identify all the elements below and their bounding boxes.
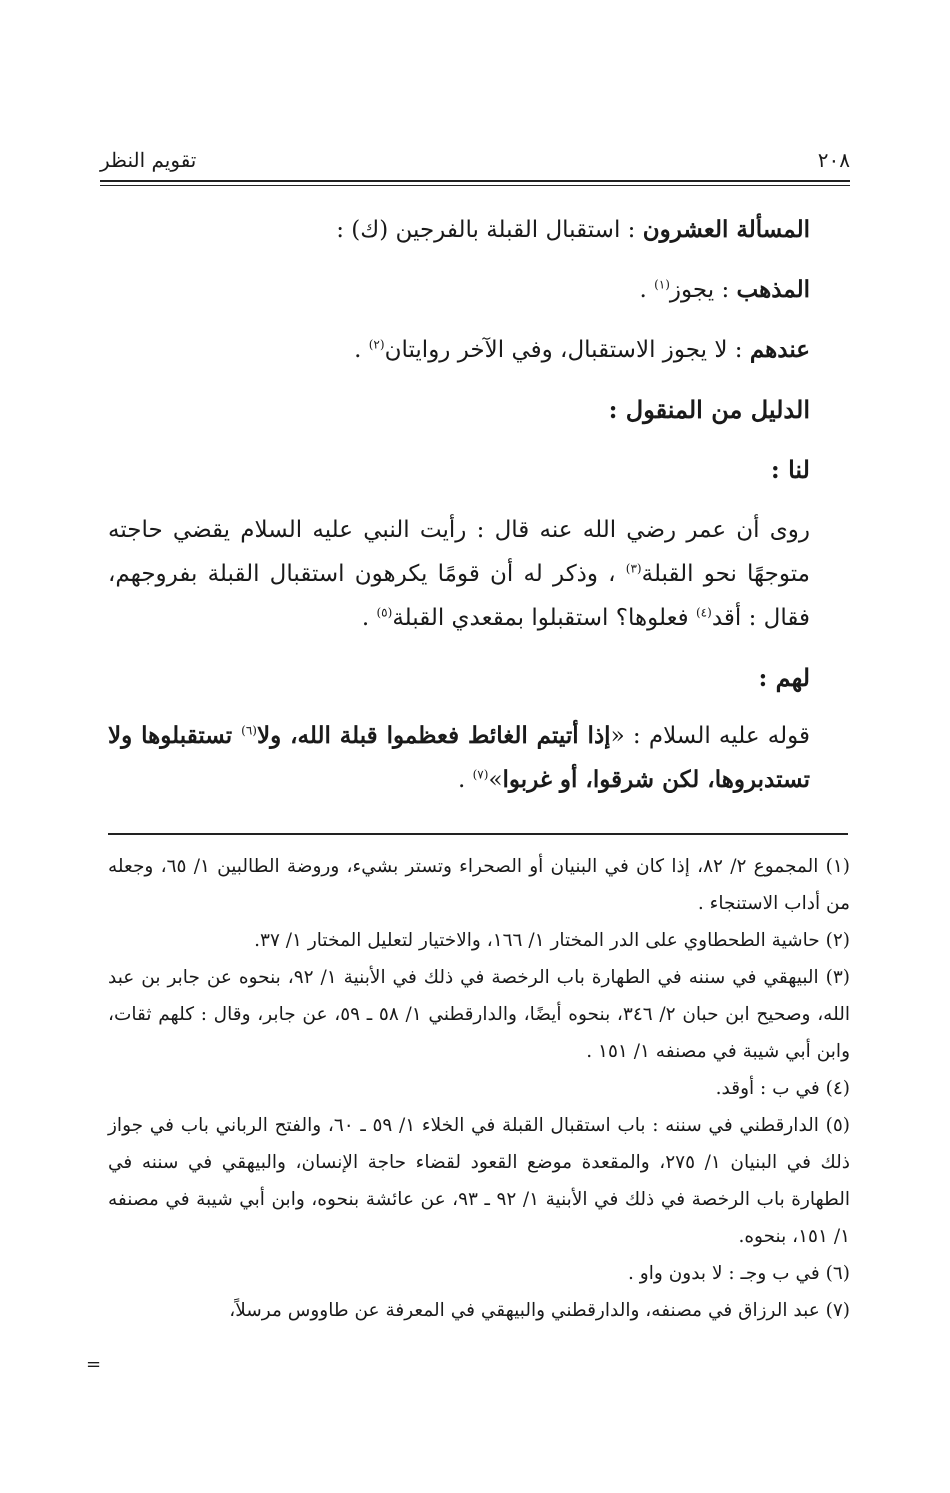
lana-end: . xyxy=(361,605,377,631)
footnote-ref-3[interactable]: (٣) xyxy=(625,561,642,576)
header-rule-thin xyxy=(100,185,850,186)
indahum-text: : لا يجوز الاستقبال، وفي الآخر روايتان xyxy=(384,337,750,363)
lahum-end: . xyxy=(457,767,473,793)
page-number: ٢٠٨ xyxy=(817,148,850,172)
lana-paragraph xyxy=(108,508,810,640)
lana-heading: لنا : xyxy=(770,455,810,484)
indahum-line xyxy=(108,320,810,380)
lahum-text: قوله عليه السلام : « xyxy=(610,723,810,749)
lana-text-1: روى أن عمر رضي الله عنه قال : رأيت النبي عليه السلام يقضي حاجته متوجهًا نحو القبلة xyxy=(108,517,810,587)
footnote-ref-5[interactable]: (٥) xyxy=(376,605,393,620)
madhhab-label: المذهب xyxy=(736,276,810,303)
footnote-5: (٥) الدارقطني في سننه : باب استقبال القبلة في الخلاء ١/ ٥٩ ـ ٦٠، والفتح الرباني باب في جواز ذلك في البنيان ١/ ٢٧٥، والمقعدة موضع القعود لقضاء حاجة الإنسان، والبيهقي في سننه في الطهارة باب الرخصة في ذلك في الأبنية ١/ ٩٢ ـ ٩٣، عن عائشة بنحوه، وابن أبي شيبة في مصنفه ١/ ١٥١، بنحوه. xyxy=(108,1115,850,1247)
continuation-mark: = xyxy=(86,1354,102,1375)
evidence-heading: الدليل من المنقول : xyxy=(608,395,810,424)
quote-close: » xyxy=(488,767,503,793)
footnote-ref-6[interactable]: (٦) xyxy=(241,723,257,738)
main-text xyxy=(108,200,810,802)
footnotes xyxy=(108,848,850,1329)
issue-line xyxy=(108,200,810,260)
footnote-ref-7[interactable]: (٧) xyxy=(472,767,489,782)
lahum-heading: لهم : xyxy=(758,663,810,692)
footnote-ref-2[interactable]: (٢) xyxy=(368,337,385,352)
header-rule xyxy=(100,180,850,182)
footnote-separator xyxy=(108,833,848,835)
lana-text-3: فعلوها؟ استقبلوا بمقعدي القبلة xyxy=(392,605,696,631)
footnote-2: (٢) حاشية الطحطاوي على الدر المختار ١/ ١٦٦، والاختيار لتعليل المختار ١/ ٣٧. xyxy=(254,930,850,951)
page-header xyxy=(100,140,850,180)
footnote-ref-4[interactable]: (٤) xyxy=(695,605,712,620)
footnote-4: (٤) في ب : أوقد. xyxy=(715,1078,850,1099)
footnote-6: (٦) في ب وجـ : لا بدون واو . xyxy=(628,1263,850,1284)
lahum-paragraph xyxy=(108,714,810,802)
footnote-7: (٧) عبد الرزاق في مصنفه، والدارقطني والبيهقي في المعرفة عن طاووس مرسلاً، xyxy=(229,1300,850,1321)
footnote-3: (٣) البيهقي في سننه في الطهارة باب الرخصة في ذلك في الأبنية ١/ ٩٢، بنحوه عن جابر بن عبد الله، وصحيح ابن حبان ٢/ ٣٤٦، بنحوه أيضًا، والدارقطني ١/ ٥٨ ـ ٥٩، عن جابر، وقال : كلهم ثقات، وابن أبي شيبة في مصنفه ١/ ١٥١ . xyxy=(108,967,850,1062)
running-title: تقويم النظر xyxy=(100,148,197,172)
footnote-1: (١) المجموع ٢/ ٨٢، إذا كان في البنيان أو الصحراء وتستر بشيء، وروضة الطالبين ١/ ٦٥، وجعله من أداب الاستنجاء . xyxy=(108,856,850,914)
indahum-end: . xyxy=(354,337,369,363)
indahum-label: عندهم xyxy=(749,336,810,363)
madhhab-text: : يجوز xyxy=(669,277,737,303)
issue-label: المسألة العشرون xyxy=(642,216,810,243)
madhhab-line xyxy=(108,260,810,320)
hadith-text-1: إذا أتيتم الغائط فعظموا قبلة الله، ولا xyxy=(256,722,611,749)
madhhab-end: . xyxy=(639,277,655,303)
footnote-ref-1[interactable]: (١) xyxy=(654,277,670,292)
issue-text: : استقبال القبلة بالفرجين (ك) : xyxy=(336,217,643,243)
lana-text-2: ، وذكر له أن قومًا يكرهون استقبال القبلة بفروجهم، فقال : أقد xyxy=(108,561,810,631)
hadith-text-2: تستقبلوها ولا تستدبروها، لكن شرقوا، أو غربوا xyxy=(108,722,810,793)
